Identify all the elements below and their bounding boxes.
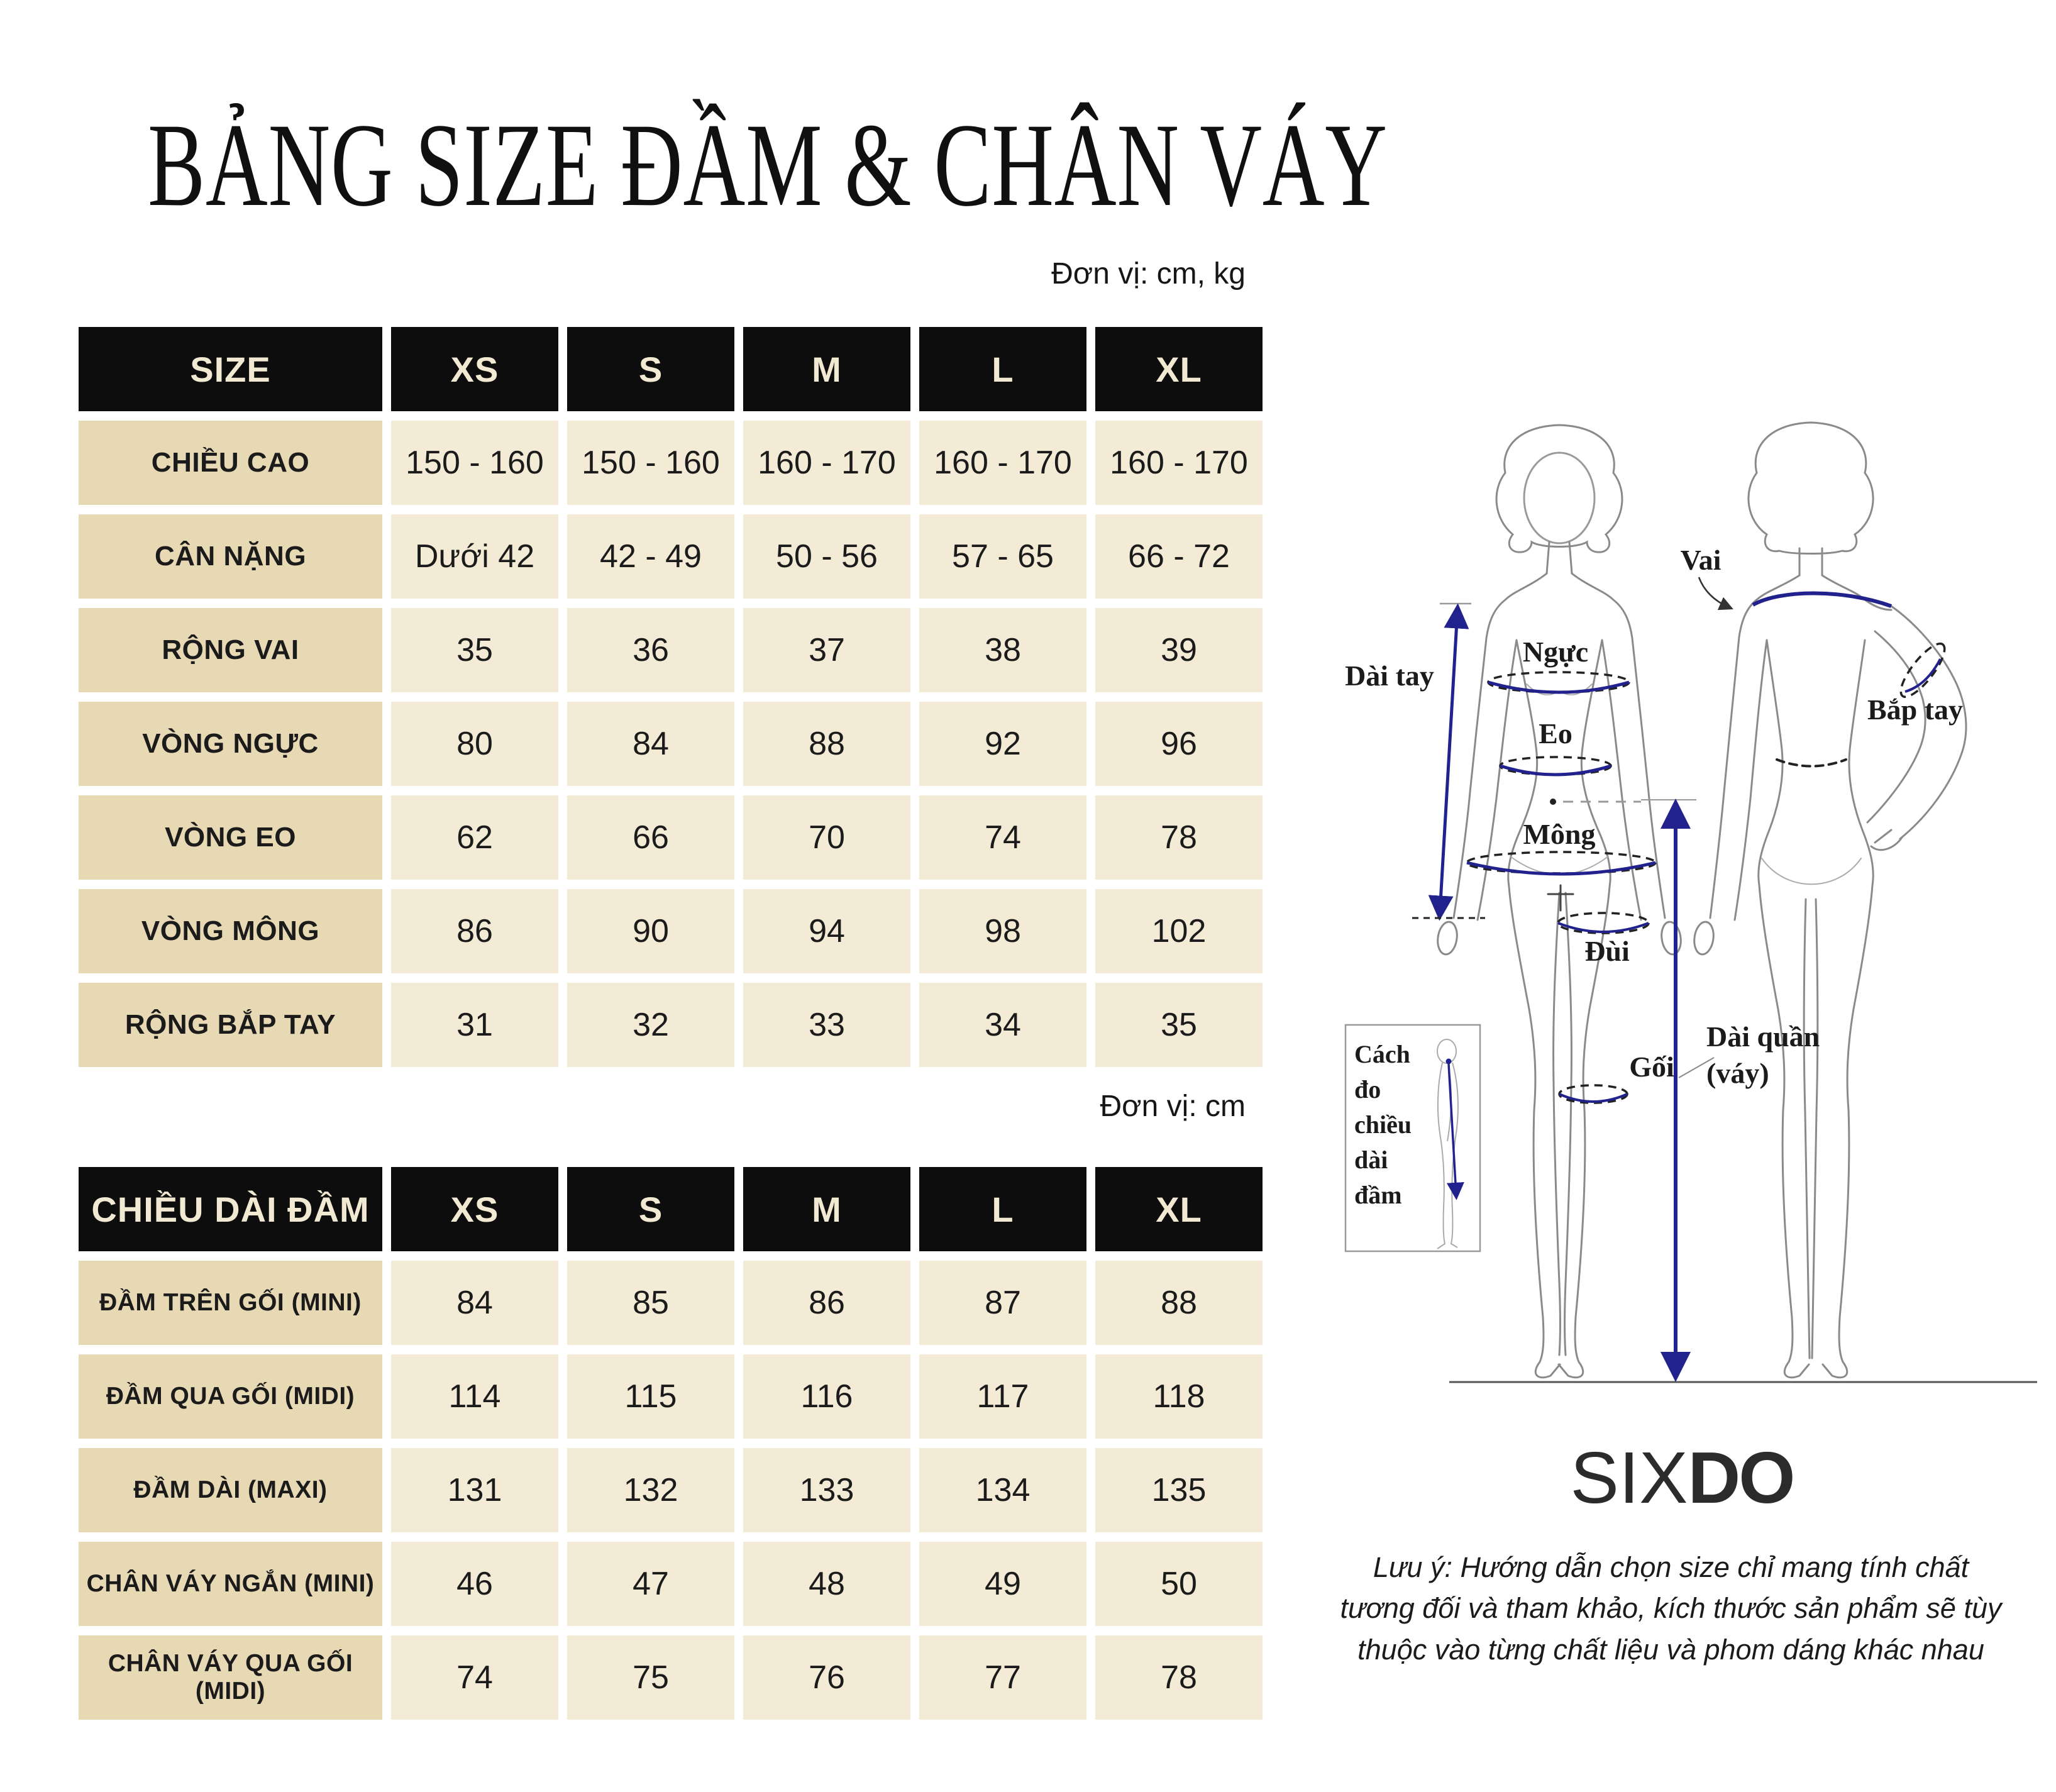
table-value: 39 xyxy=(1095,608,1263,692)
table-value: 35 xyxy=(391,608,558,692)
row-label-mini-skirt: CHÂN VÁY NGẮN (MINI) xyxy=(79,1542,382,1626)
table-value: 118 xyxy=(1095,1354,1263,1439)
back-hand-on-hip xyxy=(1871,830,1902,850)
table-value: 42 - 49 xyxy=(567,514,734,599)
table-value: 46 xyxy=(391,1542,558,1626)
row-label-upper-arm: RỘNG BẮP TAY xyxy=(79,983,382,1067)
table-value: 116 xyxy=(743,1354,910,1439)
back-hair xyxy=(1749,423,1873,554)
table-value: 32 xyxy=(567,983,734,1067)
table-value: 117 xyxy=(919,1354,1086,1439)
table-value: 134 xyxy=(919,1448,1086,1532)
bust-label: Ngực xyxy=(1522,636,1589,668)
table-value: 150 - 160 xyxy=(567,421,734,505)
size-table-header-cell: L xyxy=(919,327,1086,411)
upper-arm-ellipse xyxy=(1894,638,1952,703)
size-guide-note: Lưu ý: Hướng dẫn chọn size chỉ mang tính chất tương đối và tham khảo, kích thước sản phẩm sẽ tùy thuộc vào từng chất liệu và phom dáng khác nhau xyxy=(1340,1551,2002,1666)
back-left-hand xyxy=(1693,921,1716,956)
back-torso-right-leg xyxy=(1823,640,1873,1378)
table-value: 86 xyxy=(743,1261,910,1345)
length-table-header-cell: S xyxy=(567,1167,734,1251)
table-value: 132 xyxy=(567,1448,734,1532)
dress-length-inset xyxy=(1346,1025,1480,1251)
table-value: 84 xyxy=(391,1261,558,1345)
unit-caption-body-table: Đơn vị: cm, kg xyxy=(1051,257,1246,290)
table-value: 76 xyxy=(743,1635,910,1720)
row-label-hip: VÒNG MÔNG xyxy=(79,889,382,973)
row-label-shoulder: RỘNG VAI xyxy=(79,608,382,692)
hip-ellipse xyxy=(1467,852,1655,873)
table-value: 131 xyxy=(391,1448,558,1532)
brand-logo xyxy=(1528,1437,1836,1518)
front-head xyxy=(1524,453,1595,543)
size-table-header-cell: SIZE xyxy=(79,327,382,411)
brand-logo-bold: DO xyxy=(1688,1437,1794,1518)
table-value: 50 xyxy=(1095,1542,1263,1626)
back-waist-dashed xyxy=(1777,760,1846,766)
table-value: 135 xyxy=(1095,1448,1263,1532)
back-inner-right-leg xyxy=(1812,899,1818,1358)
row-label-midi-skirt: CHÂN VÁY QUA GỐI (MIDI) xyxy=(79,1635,382,1720)
size-table-header-cell: S xyxy=(567,327,734,411)
length-table-header-cell: XS xyxy=(391,1167,558,1251)
table-value: 160 - 170 xyxy=(1095,421,1263,505)
waist-arc xyxy=(1500,766,1611,775)
body-size-table xyxy=(79,327,1263,1067)
hip-arc xyxy=(1467,863,1655,874)
row-label-waist: VÒNG EO xyxy=(79,795,382,880)
table-value: 80 xyxy=(391,702,558,786)
knee-ellipse xyxy=(1559,1085,1627,1103)
table-value: 35 xyxy=(1095,983,1263,1067)
table-value: 96 xyxy=(1095,702,1263,786)
hip-label: Mông xyxy=(1523,818,1596,850)
table-value: 88 xyxy=(743,702,910,786)
table-value: 86 xyxy=(391,889,558,973)
table-value: 34 xyxy=(919,983,1086,1067)
inset-text-line5: đầm xyxy=(1354,1181,1402,1209)
table-value: 70 xyxy=(743,795,910,880)
table-value: 87 xyxy=(919,1261,1086,1345)
table-value: 48 xyxy=(743,1542,910,1626)
front-right-arm-inner xyxy=(1602,640,1641,920)
dress-length-label-line1: Dài quần xyxy=(1706,1020,1820,1053)
table-value: 78 xyxy=(1095,795,1263,880)
page-title: BẢNG SIZE ĐẦM & CHÂN VÁY xyxy=(148,99,1388,231)
front-crotch-mark xyxy=(1548,885,1573,910)
table-value: 36 xyxy=(567,608,734,692)
table-value: 38 xyxy=(919,608,1086,692)
row-label-midi-dress: ĐẦM QUA GỐI (MIDI) xyxy=(79,1354,382,1439)
table-value: 50 - 56 xyxy=(743,514,910,599)
row-label-height: CHIỀU CAO xyxy=(79,421,382,505)
table-value: 62 xyxy=(391,795,558,880)
waist-ellipse xyxy=(1500,757,1611,775)
row-label-bust: VÒNG NGỰC xyxy=(79,702,382,786)
table-value: 74 xyxy=(391,1635,558,1720)
table-value: 114 xyxy=(391,1354,558,1439)
length-table-header-cell: L xyxy=(919,1167,1086,1251)
table-value: 57 - 65 xyxy=(919,514,1086,599)
length-table-header-cell: M xyxy=(743,1167,910,1251)
thigh-label: Đùi xyxy=(1584,935,1630,967)
row-label-mini-dress: ĐẦM TRÊN GỐI (MINI) xyxy=(79,1261,382,1345)
table-value: 88 xyxy=(1095,1261,1263,1345)
back-left-arm-inner xyxy=(1735,640,1767,920)
table-value: 85 xyxy=(567,1261,734,1345)
table-value: 115 xyxy=(567,1354,734,1439)
shoulder-label: Vai xyxy=(1680,544,1722,576)
table-value: 94 xyxy=(743,889,910,973)
front-torso-left-leg xyxy=(1508,640,1560,1378)
table-value: 150 - 160 xyxy=(391,421,558,505)
table-value: 37 xyxy=(743,608,910,692)
back-briefs-line xyxy=(1762,858,1861,884)
front-left-arm-inner xyxy=(1478,640,1517,920)
dress-length-label-line2: (váy) xyxy=(1706,1057,1769,1089)
table-value: 31 xyxy=(391,983,558,1067)
arm-length-label: Dài tay xyxy=(1345,660,1434,692)
measurement-diagram xyxy=(1289,390,2056,1396)
brand-logo-thin: SIX xyxy=(1570,1437,1688,1518)
table-value: 77 xyxy=(919,1635,1086,1720)
upper-arm-label: Bắp tay xyxy=(1867,694,1964,726)
inset-text-line1: Cách xyxy=(1354,1040,1410,1068)
inset-text-line3: chiều xyxy=(1354,1110,1412,1139)
table-value: 92 xyxy=(919,702,1086,786)
size-table-header-cell: XL xyxy=(1095,327,1263,411)
table-value: Dưới 42 xyxy=(391,514,558,599)
table-value: 90 xyxy=(567,889,734,973)
table-value: 84 xyxy=(567,702,734,786)
inset-text-line4: dài xyxy=(1354,1146,1388,1174)
size-table-header-cell: M xyxy=(743,327,910,411)
table-value: 47 xyxy=(567,1542,734,1626)
length-table-header-cell: XL xyxy=(1095,1167,1263,1251)
table-value: 160 - 170 xyxy=(743,421,910,505)
table-value: 102 xyxy=(1095,889,1263,973)
table-value: 75 xyxy=(567,1635,734,1720)
front-left-arm xyxy=(1454,573,1547,918)
arm-length-arrow xyxy=(1440,611,1457,913)
table-value: 133 xyxy=(743,1448,910,1532)
unit-caption-length-table: Đơn vị: cm xyxy=(1100,1090,1246,1123)
table-value: 33 xyxy=(743,983,910,1067)
length-table-header-cell: CHIỀU DÀI ĐẦM xyxy=(79,1167,382,1251)
navel-dot xyxy=(1550,799,1556,805)
inset-text-line2: đo xyxy=(1354,1075,1381,1103)
waist-label: Eo xyxy=(1539,717,1572,749)
table-value: 160 - 170 xyxy=(919,421,1086,505)
knee-label: Gối xyxy=(1629,1051,1674,1083)
front-inner-right-leg xyxy=(1565,893,1572,1355)
table-value: 49 xyxy=(919,1542,1086,1626)
back-torso-left-leg xyxy=(1759,640,1809,1378)
front-inner-left-leg xyxy=(1554,893,1561,1355)
back-figure xyxy=(1693,423,1966,1378)
front-right-hand xyxy=(1660,921,1683,956)
back-inner-left-leg xyxy=(1804,899,1810,1358)
front-left-hand xyxy=(1436,921,1459,956)
table-value: 98 xyxy=(919,889,1086,973)
shoulder-pointer-arrow xyxy=(1699,577,1729,607)
table-value: 78 xyxy=(1095,1635,1263,1720)
inset-arrow-start-dot xyxy=(1446,1059,1452,1065)
dress-length-table xyxy=(79,1167,1263,1720)
size-table-header-cell: XS xyxy=(391,327,558,411)
row-label-weight: CÂN NẶNG xyxy=(79,514,382,599)
row-label-maxi-dress: ĐẦM DÀI (MAXI) xyxy=(79,1448,382,1532)
table-value: 66 - 72 xyxy=(1095,514,1263,599)
table-value: 74 xyxy=(919,795,1086,880)
table-value: 66 xyxy=(567,795,734,880)
